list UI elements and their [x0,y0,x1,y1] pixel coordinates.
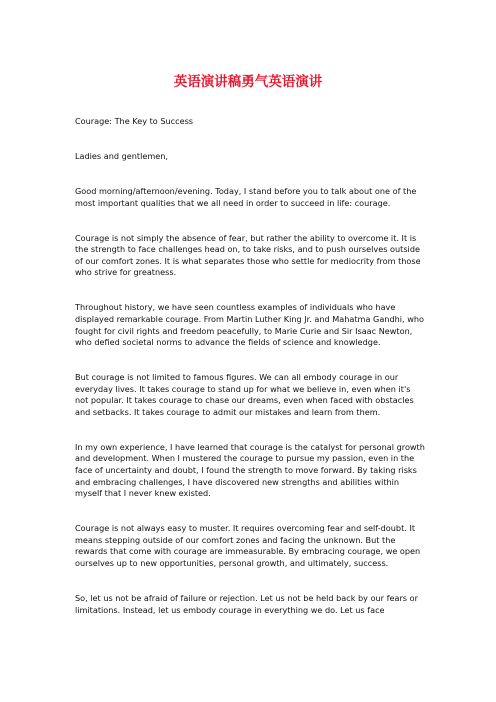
paragraph: In my own experience, I have learned that courage is the catalyst for personal growth and development. When I mustered the courage to pursue my passion, even in the face of uncertainty and doubt, I found the strength to move forward. By taking risks and embracing challenges, I have discovered new strengths and abilities within myself that I never knew existed. [75,441,425,499]
document-title: 英语演讲稿勇气英语演讲 [173,74,323,90]
paragraph: But courage is not limited to famous figures. We can all embody courage in our everyday lives. It takes courage to stand up for what we believe in, even when it's not popular. It takes courage to chase our dreams, even when faced with obstacles and setbacks. It takes courage to admit our mistakes and learn from them. [75,372,414,417]
paragraph: Courage is not simply the absence of fear, but rather the ability to overcome it. It is the strength to face challenges head on, to take risks, and to push ourselves outside of our comfort zones. It is what separates those who settle for mediocrity from those who strive for greatness. [75,232,421,278]
paragraph: Courage is not always easy to muster. It requires overcoming fear and self-doubt. It means stepping outside of our comfort zones and facing the unknown. But the rewards that come with courage are immeasurable. By embracing courage, we open ourselves up to new opportunities, personal growth, and ultimately, success. [75,523,421,568]
paragraph-salutation: Ladies and gentlemen, [75,150,168,161]
document-body [75,116,425,616]
paragraph-subtitle: Courage: The Key to Success [75,116,194,126]
paragraph: Throughout history, we have seen countless examples of individuals who have displayed remarkable courage. From Martin Luther King Jr. and Mahatma Gandhi, who fought for civil rights and freedom peacefully, to Marie Curie and Sir Isaac Newton, who defied societal norms to advance the fields of science and knowledge. [75,302,424,348]
paragraph: Good morning/afternoon/evening. Today, I stand before you to talk about one of the most important qualities that we all need in order to succeed in life: courage. [75,185,417,208]
paragraph: So, let us not be afraid of failure or rejection. Let us not be held back by our fears or limitations. Instead, let us embody courage in everything we do. Let us face [75,592,418,615]
